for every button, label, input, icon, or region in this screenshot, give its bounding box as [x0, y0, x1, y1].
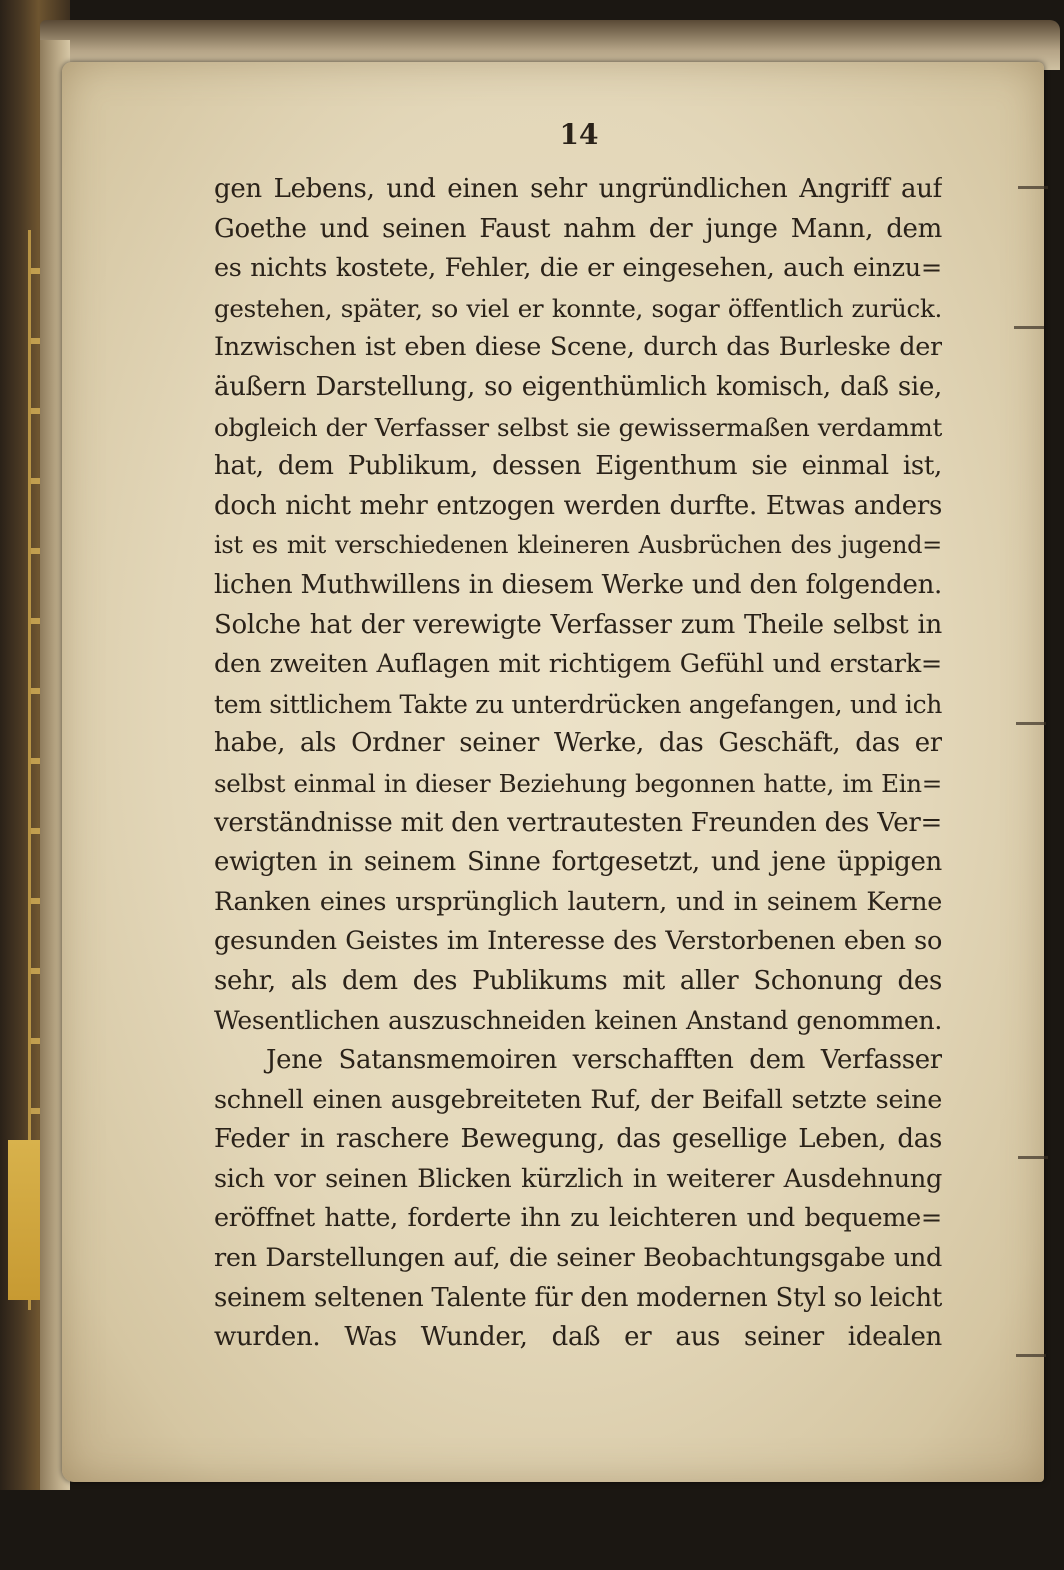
- text-line: Goethe und seinen Faust nahm der junge Mann, dem: [214, 213, 942, 244]
- text-line: den zweiten Auflagen mit richtigem Gefühl und erstark=: [214, 649, 942, 680]
- text-line: gestehen, später, so viel er konnte, sogar öffentlich zurück.: [214, 293, 942, 323]
- text-line: Feder in raschere Bewegung, das gesellige Leben, das: [214, 1124, 942, 1155]
- text-line: äußern Darstellung, so eigenthümlich komisch, daß sie,: [214, 371, 942, 402]
- text-line: schnell einen ausgebreiteten Ruf, der Beifall setzte seine: [214, 1084, 942, 1115]
- text-line: verständnisse mit den vertrautesten Freunden des Ver=: [214, 807, 942, 838]
- text-line: doch nicht mehr entzogen werden durfte. Etwas anders: [214, 490, 942, 521]
- text-line: wurden. Was Wunder, daß er aus seiner idealen: [214, 1322, 942, 1353]
- text-line-paragraph-start: Jene Satansmemoiren verschafften dem Verfasser: [266, 1045, 942, 1076]
- page-text: [214, 170, 942, 1358]
- margin-tab-mark: [1016, 1354, 1046, 1357]
- text-line: Solche hat der verewigte Verfasser zum Theile selbst in: [214, 609, 942, 640]
- page-number: 14: [559, 118, 599, 151]
- text-line: sehr, als dem des Publikums mit aller Schonung des: [214, 965, 942, 996]
- text-line: sich vor seinen Blicken kürzlich in weiterer Ausdehnung: [214, 1163, 942, 1194]
- text-line: eröffnet hatte, forderte ihn zu leichteren und bequeme=: [214, 1203, 942, 1234]
- text-line: seinem seltenen Talente für den modernen Styl so leicht: [214, 1282, 942, 1313]
- margin-tab-mark: [1018, 186, 1048, 189]
- margin-tab-mark: [1016, 722, 1046, 725]
- text-line: gen Lebens, und einen sehr ungründlichen Angriff auf: [214, 174, 942, 204]
- margin-tab-mark: [1014, 326, 1044, 329]
- text-line: ren Darstellungen auf, die seiner Beobachtungsgabe und: [214, 1243, 942, 1274]
- text-line: ewigten in seinem Sinne fortgesetzt, und jene üppigen: [214, 847, 942, 878]
- text-line: habe, als Ordner seiner Werke, das Geschäft, das er: [214, 728, 942, 759]
- text-line: Inzwischen ist eben diese Scene, durch das Burleske der: [214, 332, 942, 363]
- text-line: hat, dem Publikum, dessen Eigenthum sie einmal ist,: [214, 451, 942, 482]
- text-line: Ranken eines ursprünglich lautern, und in seinem Kerne: [214, 886, 942, 917]
- text-line: selbst einmal in dieser Beziehung begonnen hatte, im Ein=: [214, 768, 942, 798]
- text-line: es nichts kostete, Fehler, die er eingesehen, auch einzu=: [214, 253, 942, 284]
- background-shadow: [0, 1490, 1064, 1570]
- text-line: ist es mit verschiedenen kleineren Ausbrüchen des jugend=: [214, 531, 942, 560]
- text-line: obgleich der Verfasser selbst sie gewissermaßen verdammt: [214, 412, 942, 442]
- text-line: tem sittlichem Takte zu unterdrücken angefangen, und ich: [214, 689, 942, 719]
- margin-tab-mark: [1018, 1156, 1048, 1159]
- text-line: Wesentlichen auszuschneiden keinen Anstand genommen.: [214, 1006, 942, 1036]
- text-line: gesunden Geistes im Interesse des Verstorbenen eben so: [214, 926, 942, 957]
- text-line: lichen Muthwillens in diesem Werke und den folgenden.: [214, 569, 942, 600]
